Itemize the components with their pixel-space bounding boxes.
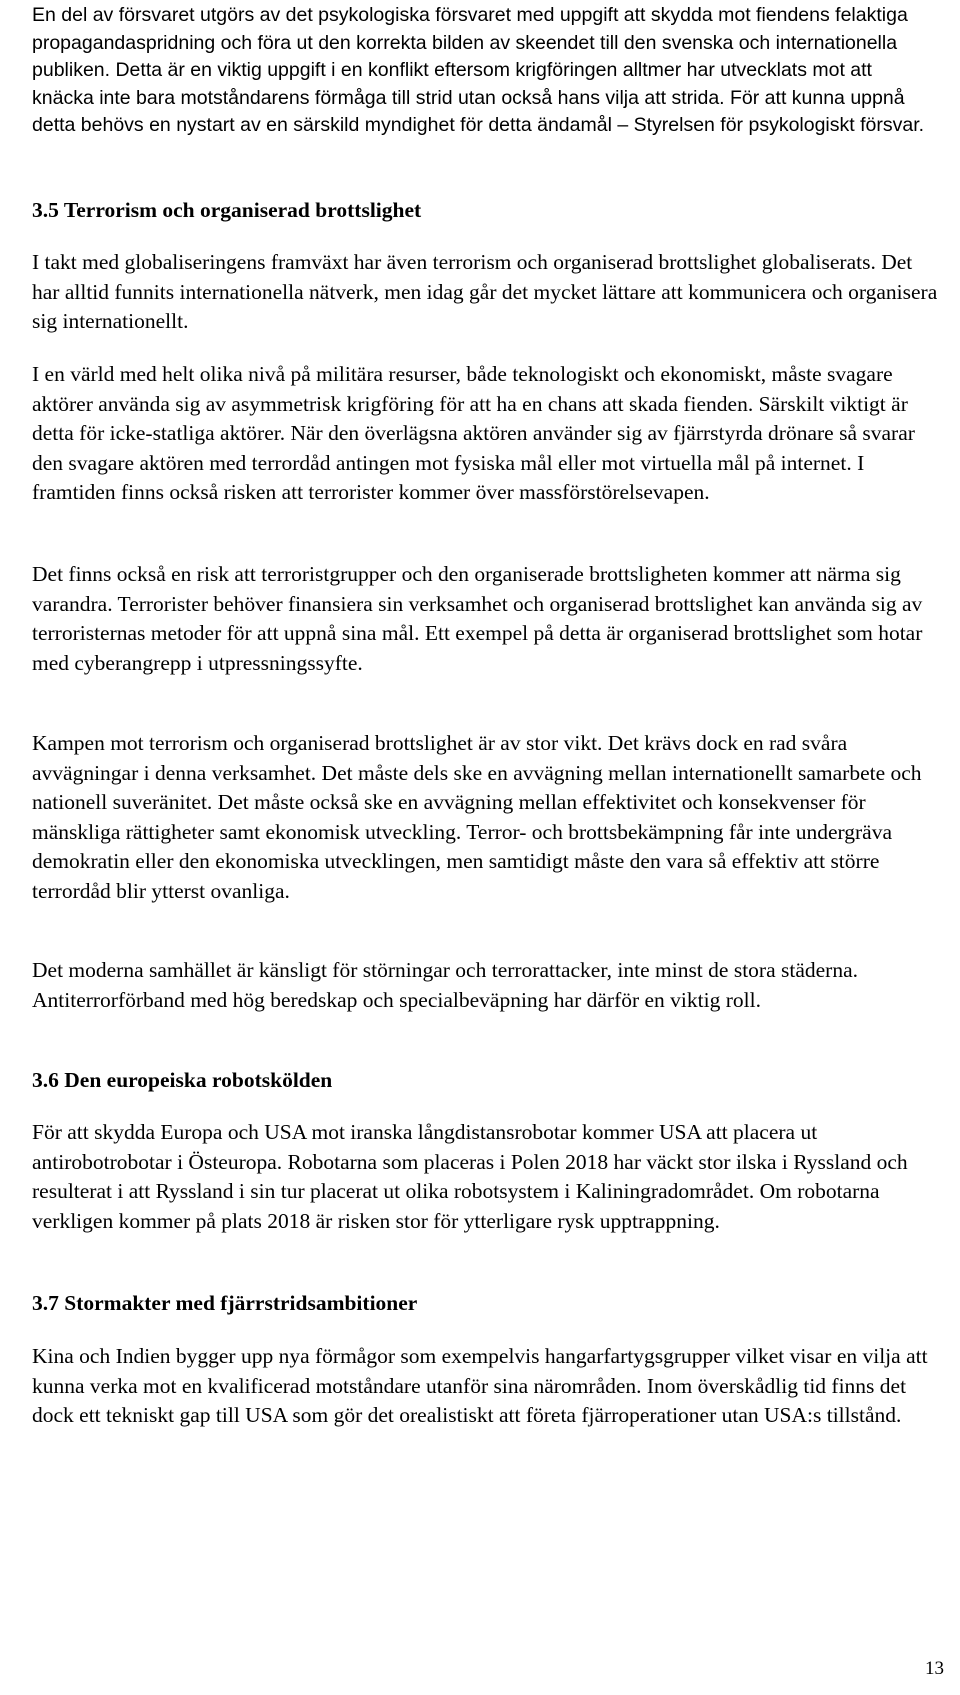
- section-heading-3-7: 3.7 Stormakter med fjärrstridsambitioner: [32, 1291, 418, 1315]
- section-heading-3-6: 3.6 Den europeiska robotskölden: [32, 1068, 333, 1092]
- paragraph-3-5-5: Det moderna samhället är känsligt för störningar och terrorattacker, inte minst de stora städerna. Antiterrorförband med hög beredskap och specialbeväpning har därför en viktig roll.: [32, 958, 858, 1012]
- paragraph-3-7-1: Kina och Indien bygger upp nya förmågor som exempelvis hangarfartygsgrupper vilket visar en vilja att kunna verka mot en kvalificerad motståndare utanför sina närområden. Inom överskådlig tid finns det dock ett tekniskt gap till USA som gör det orealistiskt att företa fjärroperationer utan USA:s tillstånd.: [32, 1344, 928, 1427]
- paragraph-3-5-2: I en värld med helt olika nivå på militära resurser, både teknologiskt och ekonomiskt, måste svagare aktörer använda sig av asymmetrisk krigföring för att ha en chans att skada fienden. Särskilt viktigt är detta för icke-statliga aktörer. När den överlägsna aktören använder sig av fjärrstyrda drönare så svarar den svagare aktören med terrordåd antingen mot fysiska mål eller mot virtuella mål på internet. I framtiden finns också risken att terrorister kommer över massförstörelsevapen.: [32, 362, 915, 504]
- paragraph-3-5-1: I takt med globaliseringens framväxt har även terrorism och organiserad brottslighet globaliserats. Det har alltid funnits internationella nätverk, men idag går det mycket lättare att kommunicera och organisera sig internationellt.: [32, 250, 938, 333]
- intro-paragraph: En del av försvaret utgörs av det psykologiska försvaret med uppgift att skydda mot fiendens felaktiga propagandaspridning och föra ut den korrekta bilden av skeendet till den svenska och internationella publiken. Detta är en viktig uppgift i en konflikt eftersom krigföringen alltmer har utvecklats mot att knäcka inte bara motståndarens förmåga till strid utan också hans vilja att strida. För att kunna uppnå detta behövs en nystart av en särskild myndighet för detta ändamål – Styrelsen för psykologiskt försvar.: [32, 4, 925, 136]
- paragraph-3-6-1: För att skydda Europa och USA mot iranska långdistansrobotar kommer USA att placera ut antirobotrobotar i Östeuropa. Robotarna som placeras i Polen 2018 har väckt stor ilska i Ryssland och resulterat i att Ryssland i sin tur placerat ut olika robotsystem i Kaliningradområdet. Om robotarna verkligen kommer på plats 2018 är risken stor för ytterligare rysk upptrappning.: [32, 1120, 908, 1233]
- paragraph-3-5-3: Det finns också en risk att terroristgrupper och den organiserade brottsligheten kommer att närma sig varandra. Terrorister behöver finansiera sin verksamhet och organiserad brottslighet kan använda sig av terroristernas metoder för att uppnå sina mål. Ett exempel på detta är organiserad brottslighet som hotar med cyberangrepp i utpressningssyfte.: [32, 562, 923, 675]
- paragraph-3-5-4: Kampen mot terrorism och organiserad brottslighet är av stor vikt. Det krävs dock en rad svåra avvägningar i denna verksamhet. Det måste dels ske en avvägning mellan internationellt samarbete och nationell suveränitet. Det måste också ske en avvägning mellan effektivitet och konsekvenser för mänskliga rättigheter samt ekonomisk utveckling. Terror- och brottsbekämpning får inte undergräva demokratin eller den ekonomiska utvecklingen, men samtidigt måste den vara så effektiv att större terrordåd blir ytterst ovanliga.: [32, 731, 922, 903]
- section-heading-3-5: 3.5 Terrorism och organiserad brottslighet: [32, 198, 422, 222]
- page-number: 13: [925, 1658, 944, 1679]
